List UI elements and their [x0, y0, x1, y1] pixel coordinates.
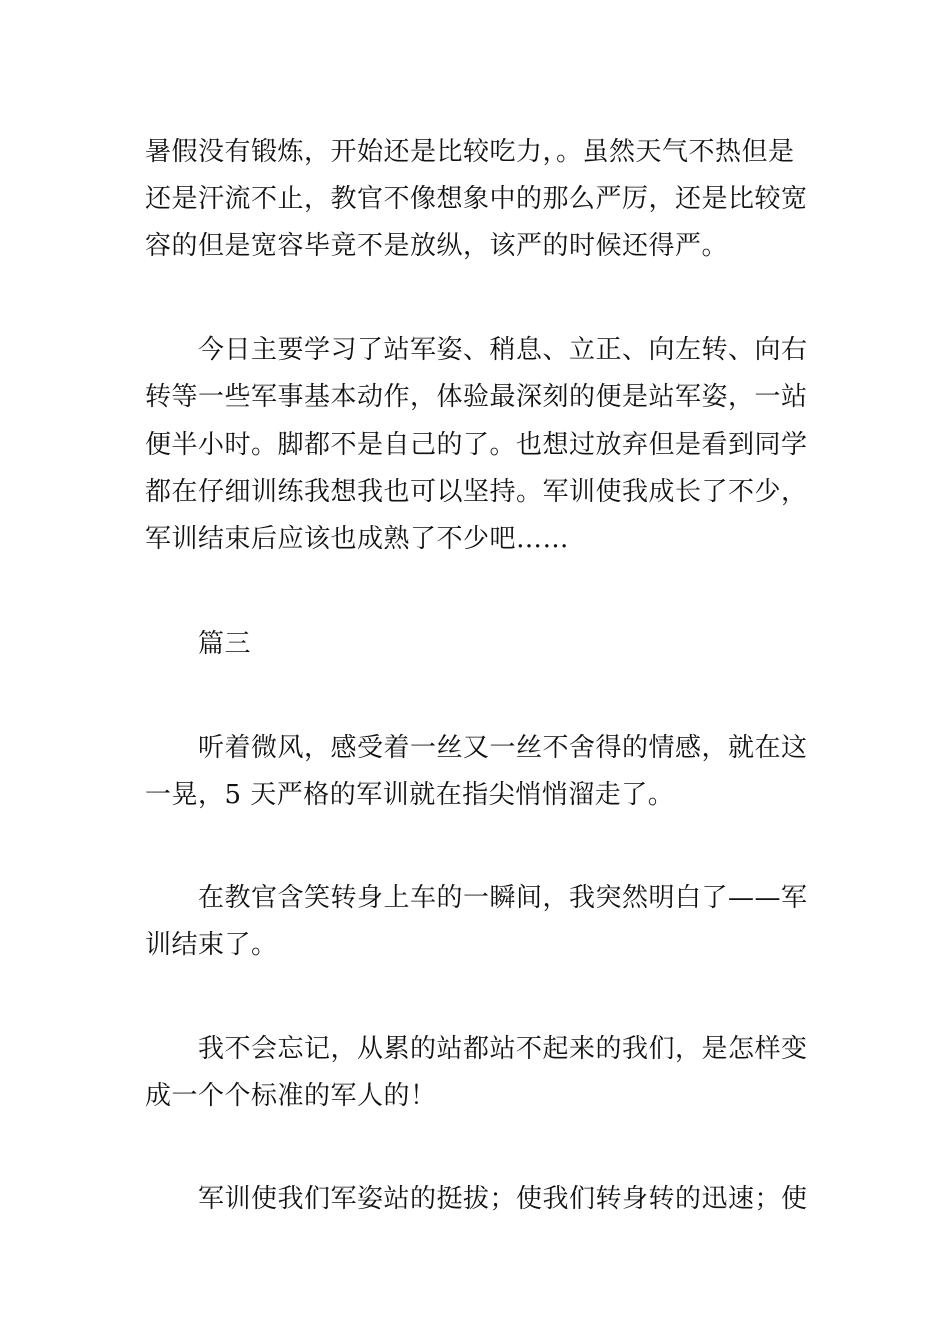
paragraph-line: 我不会忘记，从累的站都站不起来的我们，是怎样变 [198, 1034, 808, 1064]
paragraph-line: 都在仔细训练我想我也可以坚持。军训使我成长了不少， [145, 477, 808, 507]
paragraph-line: 暑假没有锻炼，开始还是比较吃力，。虽然天气不热但是 [145, 137, 795, 167]
paragraph-line: 在教官含笑转身上车的一瞬间，我突然明白了——军 [198, 883, 808, 913]
paragraph-line: 军训结束后应该也成熟了不少吧…… [145, 524, 570, 554]
paragraph-line: 一晃，5 天严格的军训就在指尖悄悄溜走了。 [145, 780, 675, 810]
paragraph-line: 转等一些军事基本动作，体验最深刻的便是站军姿，一站 [145, 382, 808, 412]
paragraph-line: 便半小时。脚都不是自己的了。也想过放弃但是看到同学 [145, 430, 808, 460]
paragraph-line: 训结束了。 [145, 930, 278, 960]
paragraph-line: 成一个个标准的军人的！ [145, 1081, 437, 1111]
paragraph-line: 还是汗流不止，教官不像想象中的那么严厉，还是比较宽 [145, 184, 808, 214]
paragraph-line: 听着微风，感受着一丝又一丝不舍得的情感，就在这 [198, 733, 808, 763]
paragraph-line: 容的但是宽容毕竟不是放纵，该严的时候还得严。 [145, 231, 729, 261]
section-heading: 篇三 [198, 629, 252, 659]
paragraph-line: 军训使我们军姿站的挺拔；使我们转身转的迅速；使 [198, 1184, 808, 1214]
paragraph-line: 今日主要学习了站军姿、稍息、立正、向左转、向右 [198, 335, 808, 365]
